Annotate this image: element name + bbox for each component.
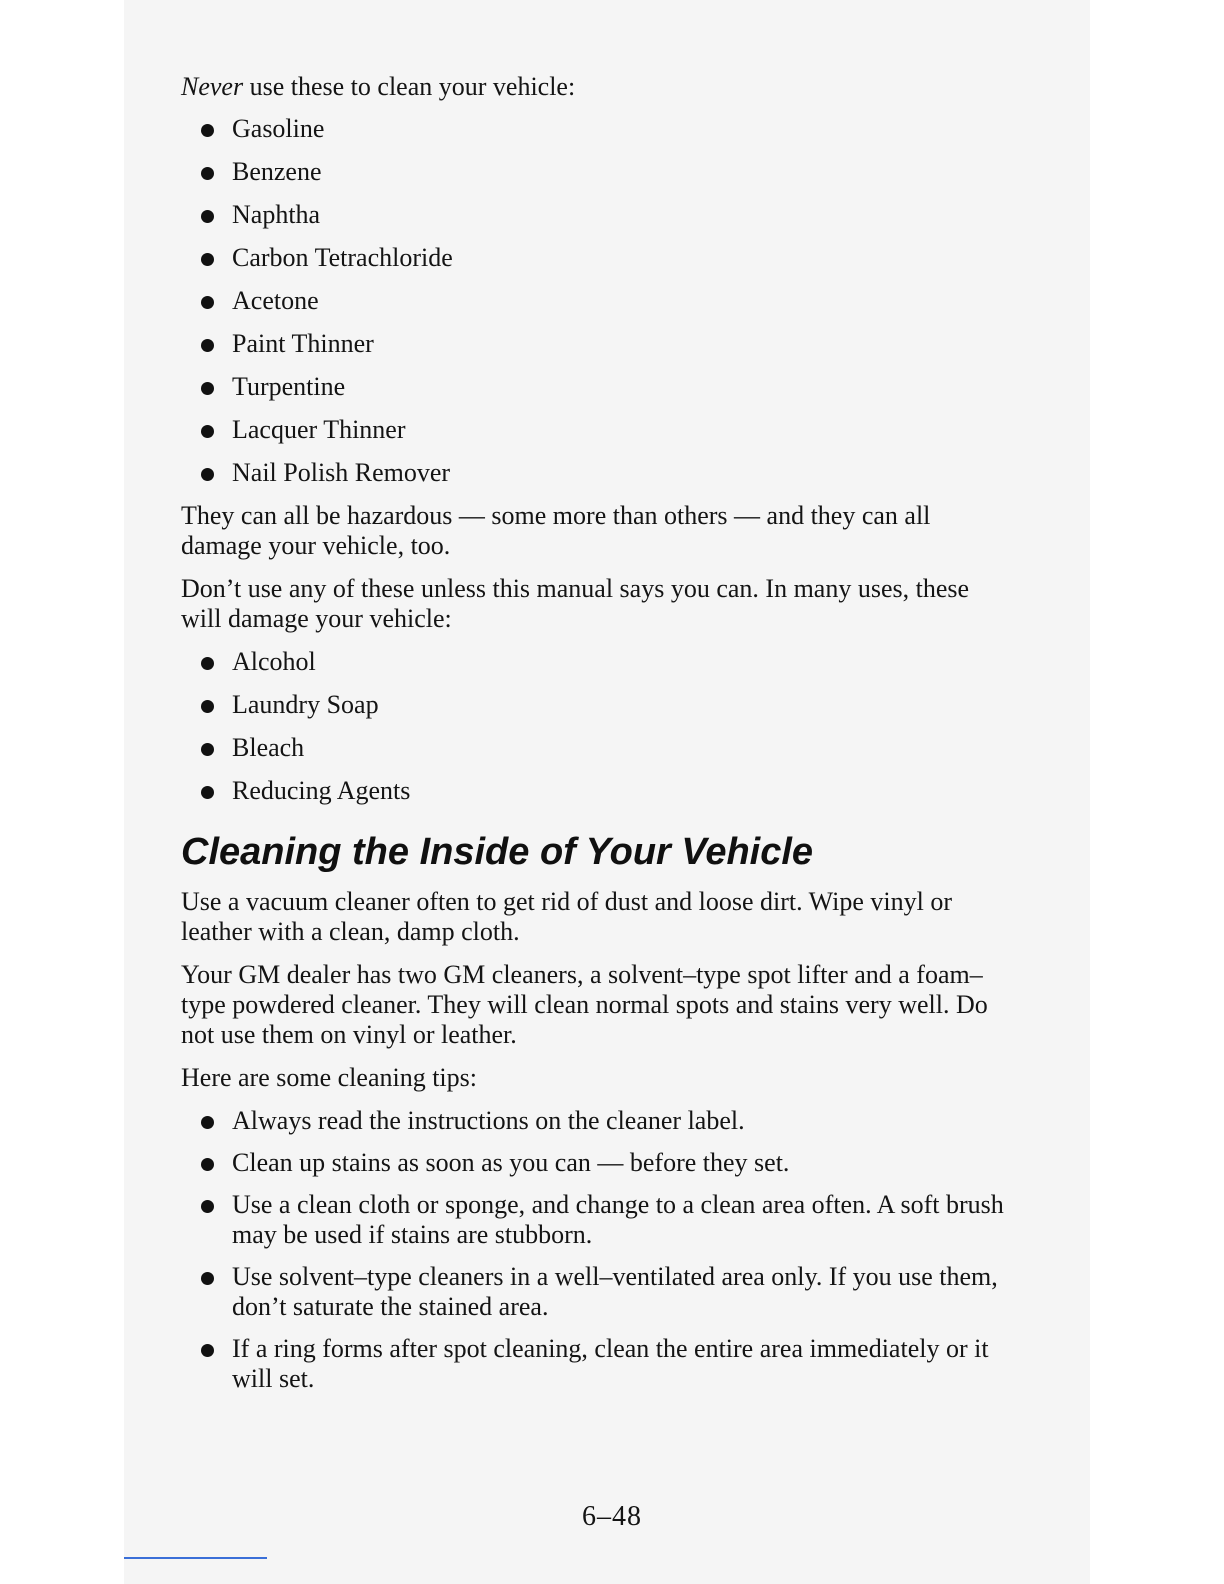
cleaning-tips-list bbox=[181, 1106, 1011, 1394]
list-item-text: Nail Polish Remover bbox=[232, 458, 451, 487]
page-number: 6–48 bbox=[582, 1501, 642, 1532]
bullet-icon bbox=[201, 210, 214, 223]
damage-list bbox=[181, 647, 1011, 806]
list-item-text: Paint Thinner bbox=[232, 329, 374, 358]
intro-line bbox=[181, 72, 1011, 102]
vacuum-paragraph: Use a vacuum cleaner often to get rid of dust and loose dirt. Wipe vinyl or leather with a clean, damp cloth. bbox=[181, 887, 953, 946]
bullet-icon bbox=[201, 382, 214, 395]
footer-divider bbox=[124, 1557, 267, 1559]
list-item bbox=[181, 157, 1011, 187]
list-item-text: Always read the instructions on the cleaner label. bbox=[232, 1106, 745, 1135]
list-item-text: Carbon Tetrachloride bbox=[232, 243, 453, 272]
list-item bbox=[181, 415, 1011, 445]
list-item-text: Laundry Soap bbox=[232, 690, 379, 719]
list-item bbox=[181, 690, 1011, 720]
list-item-text: Lacquer Thinner bbox=[232, 415, 406, 444]
list-item bbox=[181, 776, 1011, 806]
bullet-icon bbox=[201, 425, 214, 438]
list-item bbox=[181, 1190, 1011, 1250]
list-item bbox=[181, 1262, 1011, 1322]
list-item bbox=[181, 200, 1011, 230]
intro-text: use these to clean your vehicle: bbox=[243, 72, 576, 101]
list-item bbox=[181, 1334, 1011, 1394]
list-item bbox=[181, 733, 1011, 763]
list-item bbox=[181, 243, 1011, 273]
bullet-icon bbox=[201, 700, 214, 713]
dont-use-paragraph: Don’t use any of these unless this manual says you can. In many uses, these will damage your vehicle: bbox=[181, 574, 970, 633]
bullet-icon bbox=[201, 1272, 214, 1285]
bullet-icon bbox=[201, 296, 214, 309]
list-item-text: If a ring forms after spot cleaning, clean the entire area immediately or it will set. bbox=[232, 1334, 989, 1393]
list-item-text: Acetone bbox=[232, 286, 319, 315]
tips-intro-paragraph: Here are some cleaning tips: bbox=[181, 1063, 477, 1092]
bullet-icon bbox=[201, 1116, 214, 1129]
list-item-text: Use a clean cloth or sponge, and change to a clean area often. A soft brush may be used if stains are stubborn. bbox=[232, 1190, 1004, 1249]
list-item-text: Alcohol bbox=[232, 647, 316, 676]
bullet-icon bbox=[201, 124, 214, 137]
list-item-text: Naphtha bbox=[232, 200, 321, 229]
list-item bbox=[181, 286, 1011, 316]
list-item-text: Turpentine bbox=[232, 372, 346, 401]
list-item bbox=[181, 114, 1011, 144]
bullet-icon bbox=[201, 1344, 214, 1357]
intro-emphasis: Never bbox=[181, 72, 244, 101]
bullet-icon bbox=[201, 786, 214, 799]
bullet-icon bbox=[201, 1158, 214, 1171]
list-item-text: Reducing Agents bbox=[232, 776, 411, 805]
list-item-text: Use solvent–type cleaners in a well–ventilated area only. If you use them, don’t saturate the stained area. bbox=[232, 1262, 998, 1321]
bullet-icon bbox=[201, 339, 214, 352]
dealer-cleaners-paragraph: Your GM dealer has two GM cleaners, a solvent–type spot lifter and a foam–type powdered cleaner. They will clean normal spots and stains very well. Do not use them on vinyl or leather. bbox=[181, 960, 988, 1049]
list-item bbox=[181, 372, 1011, 402]
list-item bbox=[181, 329, 1011, 359]
list-item bbox=[181, 458, 1011, 488]
bullet-icon bbox=[201, 253, 214, 266]
list-item bbox=[181, 647, 1011, 677]
section-heading: Cleaning the Inside of Your Vehicle bbox=[181, 831, 814, 873]
bullet-icon bbox=[201, 657, 214, 670]
bullet-icon bbox=[201, 1200, 214, 1213]
list-item-text: Benzene bbox=[232, 157, 322, 186]
never-use-list bbox=[181, 114, 1011, 488]
list-item-text: Gasoline bbox=[232, 114, 325, 143]
list-item-text: Bleach bbox=[232, 733, 305, 762]
bullet-icon bbox=[201, 167, 214, 180]
bullet-icon bbox=[201, 468, 214, 481]
page-content bbox=[181, 72, 1011, 1407]
bullet-icon bbox=[201, 743, 214, 756]
list-item-text: Clean up stains as soon as you can — before they set. bbox=[232, 1148, 790, 1177]
list-item bbox=[181, 1106, 1011, 1136]
hazard-paragraph: They can all be hazardous — some more than others — and they can all damage your vehicle, too. bbox=[181, 501, 931, 560]
list-item bbox=[181, 1148, 1011, 1178]
